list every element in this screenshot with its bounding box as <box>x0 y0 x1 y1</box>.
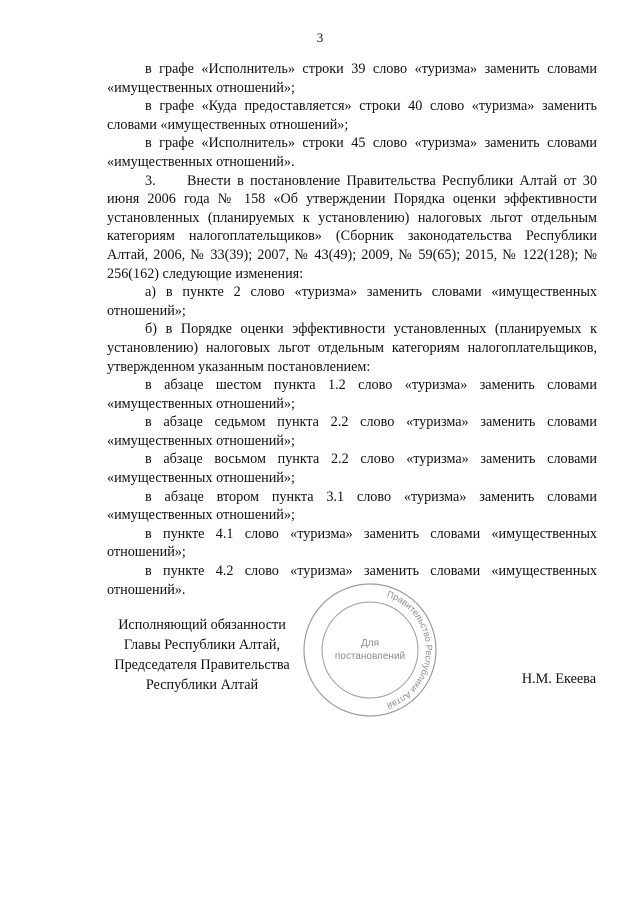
seal-outer-ring <box>304 584 436 716</box>
paragraph-text: в графе «Исполнитель» строки 39 слово «туризма» заменить словами «имущественных отношений»; <box>107 61 597 96</box>
paragraph <box>107 488 597 525</box>
paragraph-text: в пункте 4.1 слово «туризма» заменить словами «имущественных отношений»; <box>107 525 597 561</box>
paragraph-text: в графе «Исполнитель» строки 45 слово «туризма» заменить словами «имущественных отношений». <box>107 135 597 170</box>
paragraph <box>107 283 597 320</box>
paragraph-number: 3. <box>145 172 156 189</box>
paragraph-text: в абзаце восьмом пункта 2.2 слово «туризма» заменить словами «имущественных отношений»; <box>107 451 597 487</box>
paragraph-text: а) в пункте 2 слово «туризма» заменить словами «имущественных отношений»; <box>107 284 597 319</box>
paragraph <box>107 172 597 284</box>
signatory-title-line: Республики Алтай <box>145 677 259 693</box>
paragraph-text: в пункте 4.2 слово «туризма» заменить словами «имущественных отношений». <box>107 563 597 598</box>
seal-outer-text-path: Правительство Республики Алтай <box>385 588 435 712</box>
seal-inner-text: Для <box>360 638 380 649</box>
paragraph <box>107 376 597 413</box>
seal-outer-text <box>386 589 434 711</box>
paragraph <box>107 413 597 450</box>
paragraph-text: б) в Порядке оценки эффективности установленных (планируемых к установлению) налоговых льгот отдельным категориям налогоплательщиков, утвержденном указанным постановлением: <box>107 321 597 375</box>
signatory-title-line: Председателя Правительства <box>114 657 290 673</box>
paragraph <box>107 525 597 562</box>
seal-inner-text: постановлений <box>334 651 406 662</box>
signatory-title-line: Главы Республики Алтай, <box>123 637 281 653</box>
seal-inner-ring <box>322 602 418 698</box>
paragraph <box>107 60 597 97</box>
paragraph-text: в абзаце шестом пункта 1.2 слово «туризма» заменить словами «имущественных отношений»; <box>107 377 597 412</box>
paragraph <box>107 450 597 487</box>
paragraph <box>107 97 597 134</box>
paragraph-text: в графе «Куда предоставляется» строки 40 слово «туризма» заменить словами «имущественных отношений»; <box>107 98 597 133</box>
page-number: 3 <box>316 30 324 45</box>
signatory-name: Н.М. Екеева <box>521 671 596 687</box>
paragraph <box>107 134 597 171</box>
official-seal <box>300 580 440 720</box>
signatory-title-line: Исполняющий обязанности <box>118 617 286 633</box>
paragraph-text: в абзаце седьмом пункта 2.2 слово «туризма» заменить словами «имущественных отношений»; <box>107 414 597 449</box>
document-body <box>107 60 597 599</box>
paragraph-text: в абзаце втором пункта 3.1 слово «туризма» заменить словами «имущественных отношений»; <box>107 488 597 524</box>
paragraph-text: Внести в постановление Правительства Республики Алтай от 30 июня 2006 года № 158 «Об утверждении Порядка оценки эффективности установленных (планируемых к установлению) налоговых льгот отдельным категориям налогоплательщиков» (Сборник законодательства Республики Алтай, 2006, № 33(39); 2007, № 43(49); 2009, № 59(65); 2015, № 122(128); № 256(162) следующие изменения: <box>107 172 597 282</box>
signatory-title <box>107 615 297 695</box>
paragraph <box>107 320 597 376</box>
